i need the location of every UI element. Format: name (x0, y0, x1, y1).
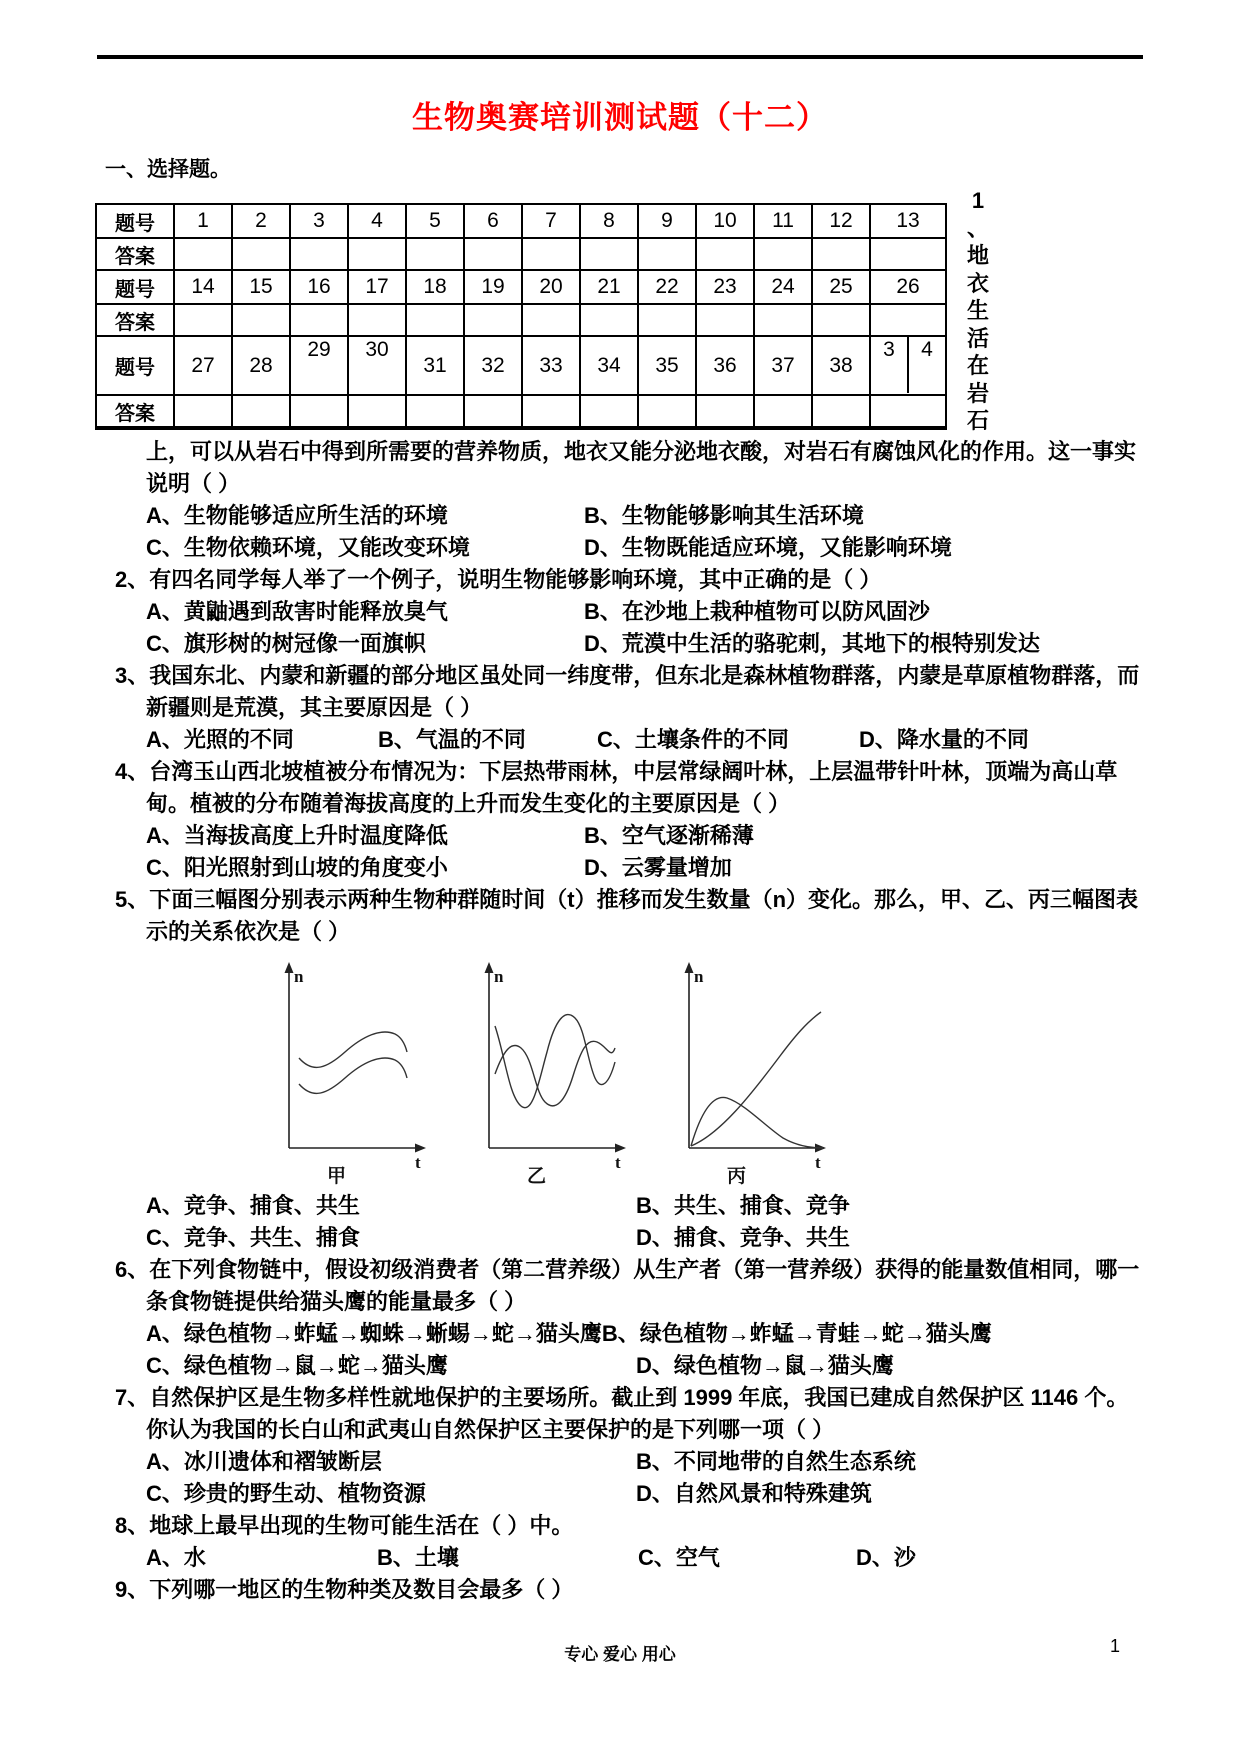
option: C、珍贵的野生动、植物资源 (146, 1481, 426, 1506)
option-row (146, 1350, 1143, 1382)
answer-cell (812, 238, 870, 270)
answer-cell (580, 395, 638, 428)
question-q3 (115, 660, 1143, 756)
question-number-cell: 32 (464, 336, 522, 395)
answer-cell (870, 304, 946, 336)
figure-1 (265, 956, 435, 1186)
option: D、云雾量增加 (584, 855, 732, 880)
option: D、生物既能适应环境，又能影响环境 (584, 535, 952, 560)
question-number-cell: 28 (232, 336, 290, 395)
question-number: 6、 (115, 1257, 150, 1282)
answer-cell (290, 238, 348, 270)
option: A、冰川遗体和褶皱断层 (146, 1449, 382, 1474)
answer-cell (754, 304, 812, 336)
answer-cell (522, 395, 580, 428)
answer-cell (696, 304, 754, 336)
question-number-cell: 34 (580, 336, 638, 395)
question-number-cell: 33 (522, 336, 580, 395)
figure-caption: 乙 (527, 1166, 547, 1186)
option-row (146, 500, 1143, 532)
question-body: 上，可以从岩石中得到所需要的营养物质，地衣又能分泌地衣酸，对岩石有腐蚀风化的作用。这一事实说明（ ） (146, 439, 1137, 496)
question-number-row (96, 270, 946, 304)
option: D、捕食、竞争、共生 (636, 1225, 850, 1250)
split-number-cell (870, 336, 946, 395)
question-number-cell: 12 (812, 204, 870, 238)
answer-cell (464, 395, 522, 428)
question-text-q1 (115, 436, 1143, 500)
question-number-row (96, 204, 946, 238)
answer-sheet-region (0, 188, 1240, 433)
vertical-char: 1 (971, 188, 985, 213)
question-number-cell: 27 (174, 336, 232, 395)
answer-cell (522, 304, 580, 336)
answer-cell (406, 238, 464, 270)
option: C、阳光照射到山坡的角度变小 (146, 855, 448, 880)
row-label-cell: 答案 (96, 395, 174, 428)
answer-cell (638, 304, 696, 336)
question-number-cell: 16 (290, 270, 348, 304)
page-title: 生物奥赛培训测试题（十二） (412, 100, 828, 135)
question-number-cell: 3 (290, 204, 348, 238)
question-number-cell: 5 (406, 204, 464, 238)
question-number: 8、 (115, 1513, 150, 1538)
question-body: 自然保护区是生物多样性就地保护的主要场所。截止到 1999 年底，我国已建成自然保护区 1146 个。你认为我国的长白山和武夷山自然保护区主要保护的是下列哪一项（ ） (146, 1385, 1129, 1442)
split-halves (871, 337, 945, 393)
vertical-char: 活 (966, 325, 989, 351)
answer-cell (754, 238, 812, 270)
option: C、空气 (638, 1545, 720, 1570)
option: B、在沙地上栽种植物可以防风固沙 (584, 599, 930, 624)
answer-row (96, 238, 946, 270)
option-row (146, 820, 1143, 852)
question-text-q9 (115, 1574, 1143, 1606)
vertical-char: 衣 (966, 270, 989, 296)
question-text-q8 (115, 1510, 1143, 1542)
header-rule (97, 55, 1143, 59)
answer-cell (812, 304, 870, 336)
option-row (146, 1542, 1143, 1574)
row-label-cell: 题号 (96, 270, 174, 304)
option: D、绿色植物→鼠→猫头鹰 (636, 1353, 894, 1378)
x-axis-label: t (615, 1153, 621, 1172)
answer-cell (464, 304, 522, 336)
answer-cell (522, 238, 580, 270)
question-number-cell: 1 (174, 204, 232, 238)
question-q7 (115, 1382, 1143, 1510)
option: C、竞争、共生、捕食 (146, 1225, 360, 1250)
question-text-q7 (115, 1382, 1143, 1446)
question-number-cell: 38 (812, 336, 870, 395)
answer-table (95, 203, 947, 430)
option-row (146, 1222, 1143, 1254)
answer-cell (290, 395, 348, 428)
question-text-q3 (115, 660, 1143, 724)
answer-cell (696, 395, 754, 428)
question-number: 2、 (115, 567, 150, 592)
answer-cell (638, 238, 696, 270)
option: A、光照的不同 (146, 727, 294, 752)
question-list (115, 436, 1143, 1606)
question-q8 (115, 1510, 1143, 1574)
answer-cell (348, 304, 406, 336)
question-number-cell: 29 (290, 336, 348, 395)
footer-text: 专心 爱心 用心 (564, 1645, 676, 1664)
question-q2 (115, 564, 1143, 660)
option: A、竞争、捕食、共生 (146, 1193, 360, 1218)
question-number-cell: 7 (522, 204, 580, 238)
answer-cell (232, 238, 290, 270)
question-body: 在下列食物链中，假设初级消费者（第二营养级）从生产者（第一营养级）获得的能量数值相同，哪一条食物链提供给猫头鹰的能量最多（ ） (146, 1257, 1140, 1314)
question-number-cell: 24 (754, 270, 812, 304)
question-number-cell: 18 (406, 270, 464, 304)
page-number: 1 (1110, 1636, 1121, 1656)
answer-cell (174, 238, 232, 270)
answer-row (96, 304, 946, 336)
option-row (146, 628, 1143, 660)
answer-cell (754, 395, 812, 428)
option: C、土壤条件的不同 (597, 727, 789, 752)
question-figures (265, 956, 1143, 1186)
question-number-cell: 36 (696, 336, 754, 395)
option: A、黄鼬遇到敌害时能释放臭气 (146, 599, 448, 624)
question-number: 5、 (115, 887, 150, 912)
answer-cell (580, 238, 638, 270)
option: D、降水量的不同 (859, 727, 1029, 752)
option: B、共生、捕食、竞争 (636, 1193, 850, 1218)
question-number-cell: 37 (754, 336, 812, 395)
question-number-cell: 20 (522, 270, 580, 304)
question-q9 (115, 1574, 1143, 1606)
question-number-cell: 10 (696, 204, 754, 238)
vertical-char: 石 (966, 408, 989, 433)
question-number-cell: 4 (921, 338, 933, 361)
question-body: 下列哪一地区的生物种类及数目会最多（ ） (149, 1577, 574, 1602)
answer-cell (232, 395, 290, 428)
question-text-q4 (115, 756, 1143, 820)
vertical-question-start (955, 187, 1001, 435)
question-body: 地球上最早出现的生物可能生活在（ ）中。 (149, 1513, 574, 1538)
question-number-cell: 15 (232, 270, 290, 304)
question-number-cell: 9 (638, 204, 696, 238)
vertical-char: 地 (966, 243, 989, 268)
option: B、气温的不同 (378, 727, 526, 752)
option: A、当海拔高度上升时温度降低 (146, 823, 448, 848)
option-row (146, 532, 1143, 564)
row-label-cell: 题号 (96, 204, 174, 238)
question-q6 (115, 1254, 1143, 1382)
answer-cell (638, 395, 696, 428)
y-axis-label: n (294, 967, 304, 986)
answer-cell (812, 395, 870, 428)
answer-cell (696, 238, 754, 270)
question-body: 有四名同学每人举了一个例子，说明生物能够影响环境，其中正确的是（ ） (149, 567, 882, 592)
figure-caption: 丙 (727, 1166, 747, 1186)
figure-3 (665, 956, 835, 1186)
answer-cell (290, 304, 348, 336)
figure-caption: 甲 (327, 1166, 347, 1186)
question-q4 (115, 756, 1143, 884)
question-number-cell: 22 (638, 270, 696, 304)
question-number-cell: 26 (870, 270, 946, 304)
question-number-cell: 25 (812, 270, 870, 304)
figure-2 (465, 956, 635, 1186)
option-row (146, 1478, 1143, 1510)
question-number-cell: 23 (696, 270, 754, 304)
answer-cell (870, 238, 946, 270)
question-number-cell: 8 (580, 204, 638, 238)
question-number-cell: 14 (174, 270, 232, 304)
y-axis-label: n (694, 967, 704, 986)
option: C、旗形树的树冠像一面旗帜 (146, 631, 426, 656)
question-number-cell: 31 (406, 336, 464, 395)
question-text-q5 (115, 884, 1143, 948)
option-row (146, 852, 1143, 884)
answer-cell (348, 238, 406, 270)
question-body: 我国东北、内蒙和新疆的部分地区虽处同一纬度带，但东北是森林植物群落，内蒙是草原植物群落，而新疆则是荒漠，其主要原因是（ ） (146, 663, 1140, 720)
question-q1 (115, 436, 1143, 564)
question-body: 下面三幅图分别表示两种生物种群随时间（t）推移而发生数量（n）变化。那么，甲、乙、丙三幅图表示的关系依次是（ ） (146, 887, 1139, 944)
option: A、水 (146, 1545, 206, 1570)
question-number: 7、 (115, 1385, 150, 1410)
option: A、生物能够适应所生活的环境 (146, 503, 448, 528)
answer-cell (870, 395, 946, 428)
answer-cell (232, 304, 290, 336)
question-number-cell: 6 (464, 204, 522, 238)
option: B、空气逐渐稀薄 (584, 823, 754, 848)
option: D、沙 (856, 1545, 916, 1570)
option: B、土壤 (377, 1545, 459, 1570)
vertical-char: 生 (966, 298, 989, 323)
option: D、荒漠中生活的骆驼刺，其地下的根特别发达 (584, 631, 1040, 656)
answer-cell (464, 238, 522, 270)
question-number-cell: 13 (870, 204, 946, 238)
answer-cell (406, 304, 464, 336)
vertical-char: 、 (966, 215, 989, 241)
option: B、绿色植物→蚱蜢→青蛙→蛇→猫头鹰 (601, 1321, 992, 1346)
question-number-cell: 19 (464, 270, 522, 304)
answer-cell (580, 304, 638, 336)
answer-cell (174, 395, 232, 428)
option: B、不同地带的自然生态系统 (636, 1449, 916, 1474)
x-axis-label: t (415, 1153, 421, 1172)
question-number-cell: 3 (871, 337, 909, 393)
question-q5 (115, 884, 1143, 1254)
answer-cell (348, 395, 406, 428)
y-axis-label: n (494, 967, 504, 986)
option: C、绿色植物→鼠→蛇→猫头鹰 (146, 1353, 448, 1378)
question-text-q2 (115, 564, 1143, 596)
question-number-cell: 21 (580, 270, 638, 304)
question-number: 4、 (115, 759, 150, 784)
question-number-cell: 30 (348, 336, 406, 395)
option-row (146, 1446, 1143, 1478)
question-number: 3、 (115, 663, 150, 688)
answer-row (96, 395, 946, 428)
question-body: 台湾玉山西北坡植被分布情况为：下层热带雨林，中层常绿阔叶林，上层温带针叶林，顶端为高山草甸。植被的分布随着海拔高度的上升而发生变化的主要原因是（ ） (146, 759, 1118, 816)
answer-cell (406, 395, 464, 428)
row-label-cell: 题号 (96, 336, 174, 395)
row-label-cell: 答案 (96, 304, 174, 336)
answer-cell (174, 304, 232, 336)
option-row (146, 724, 1143, 756)
option: D、自然风景和特殊建筑 (636, 1481, 872, 1506)
question-number-cell: 2 (232, 204, 290, 238)
option-row (146, 1190, 1143, 1222)
question-number-row (96, 336, 946, 395)
option: A、绿色植物→蚱蜢→蜘蛛→蜥蜴→蛇→猫头鹰 (146, 1321, 602, 1346)
option-row (146, 1318, 1143, 1350)
option: B、生物能够影响其生活环境 (584, 503, 864, 528)
option: C、生物依赖环境，又能改变环境 (146, 535, 470, 560)
question-number-cell: 11 (754, 204, 812, 238)
row-label-cell: 答案 (96, 238, 174, 270)
vertical-char: 岩 (966, 380, 989, 406)
vertical-char: 在 (966, 353, 989, 378)
x-axis-label: t (815, 1153, 821, 1172)
section-heading: 一、选择题。 (105, 158, 231, 181)
question-number-cell: 35 (638, 336, 696, 395)
question-number-cell: 17 (348, 270, 406, 304)
question-number-cell: 4 (348, 204, 406, 238)
option-row (146, 596, 1143, 628)
question-text-q6 (115, 1254, 1143, 1318)
question-number: 9、 (115, 1577, 150, 1602)
